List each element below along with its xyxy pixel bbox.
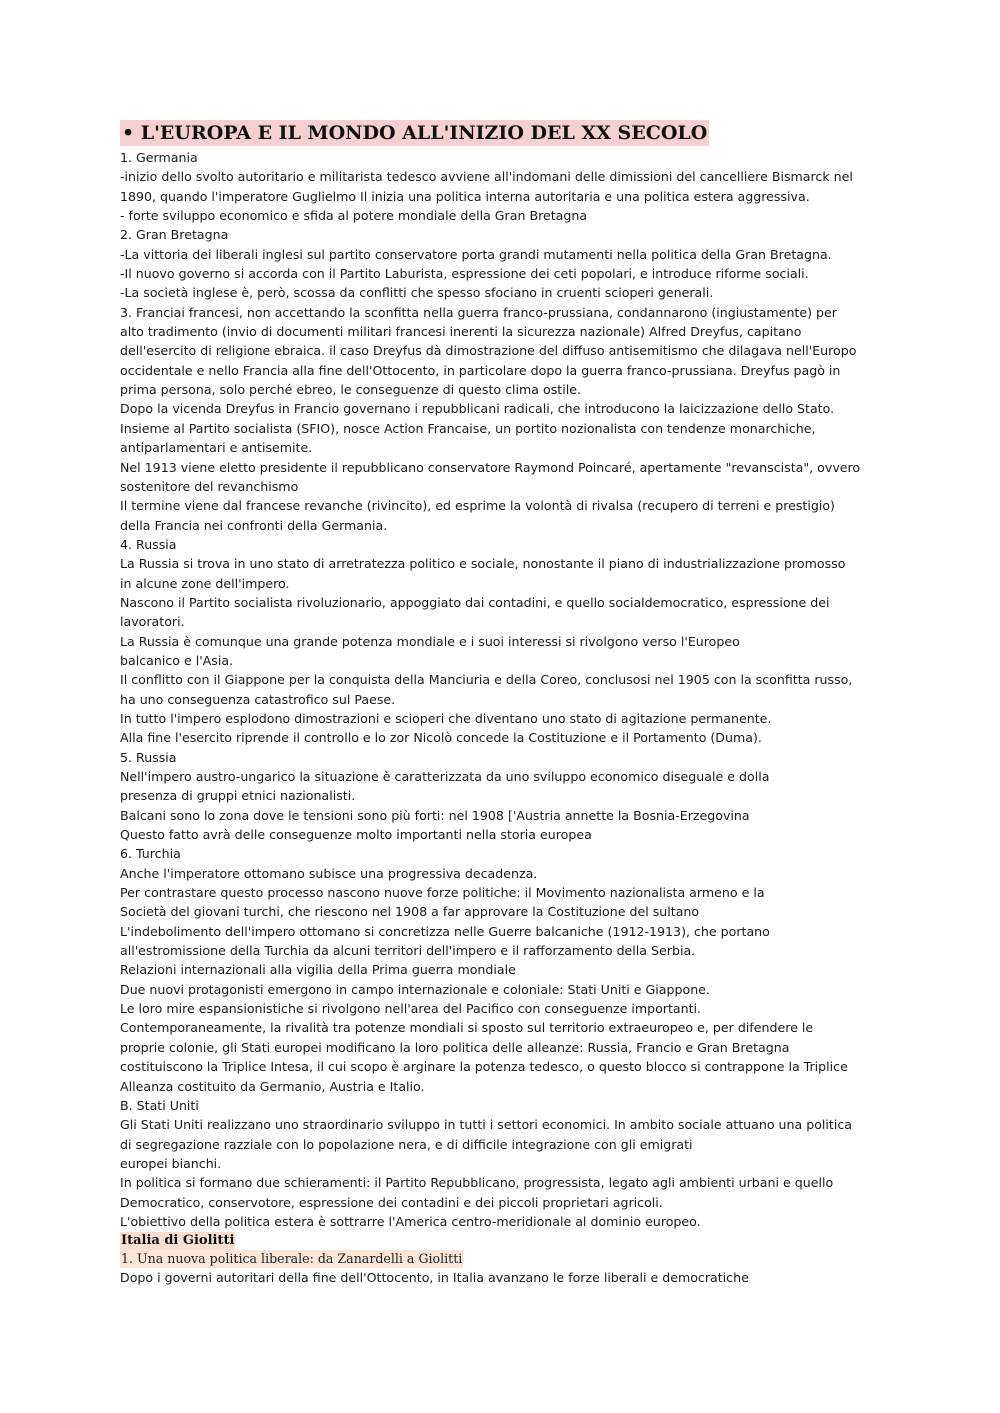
paragraph-line: occidentale e nello Francia alla fine dell'Ottocento, in particolare dopo la guerra franco-prussiana. Dreyfus pagò in xyxy=(120,362,841,378)
document-body xyxy=(120,148,890,1231)
paragraph-line: 1. Germania xyxy=(120,150,198,165)
subsection-heading: 1. Una nuova politica liberale: da Zanardelli a Giolitti xyxy=(121,1251,463,1267)
paragraph-line: Nascono il Partito socialista rivoluzionario, appoggiato dai contadini, e quello socialdemocratico, espressione dei xyxy=(120,594,830,610)
paragraph-line: della Francia nei confronti della Germania. xyxy=(120,517,388,533)
paragraph-line: Balcani sono lo zona dove le tensioni sono più forti: nel 1908 ['Austria annette la Bosnia-Erzegovina xyxy=(120,807,750,823)
paragraph-line: Relazioni internazionali alla vigilia della Prima guerra mondiale xyxy=(120,962,516,978)
paragraph-line: 5. Russia xyxy=(120,749,177,765)
paragraph-line: Il conflitto con il Giappone per la conquista della Manciuria e della Coreo, conclusosi nel 1905 con la sconfitta russo, xyxy=(120,672,853,688)
paragraph-line: In tutto l'impero esplodono dimostrazioni e scioperi che diventano uno stato di agitazione permanente. xyxy=(120,710,772,726)
paragraph-line: Per contrastare questo processo nascono nuove forze politiche: il Movimento nazionalista armeno e la xyxy=(120,885,765,901)
paragraph-line: proprie colonie, gli Stati europei modificano la loro politica delle alleanze: Russia, Francio e Gran Bretagna xyxy=(120,1039,790,1055)
section-heading: Italia di Giolitti xyxy=(121,1233,235,1249)
paragraph-line: Le loro mire espansionistiche si rivolgono nell'area del Pacifico con conseguenze importanti. xyxy=(120,1001,702,1017)
paragraph-line: 3. Franciai francesi, non accettando la sconfitta nella guerra franco-prussiana, condannarono (ingiustamente) per xyxy=(120,304,837,320)
paragraph-line: dell'esercito di religione ebraica. il caso Dreyfus dà dimostrazione del diffuso antisemitismo che dilagava nell'Europo xyxy=(120,343,857,359)
paragraph-line: -La società inglese è, però, scossa da conflitti che spesso sfociano in cruenti scioperi generali. xyxy=(120,285,714,301)
paragraph-line: L'indebolimento dell'impero ottomano si concretizza nelle Guerre balcaniche (1912-1913), che portano xyxy=(120,923,770,939)
document-page xyxy=(120,120,890,1288)
paragraph-line: alto tradimento (invio di documenti militari francesi inerenti la sicurezza nazionale) Alfred Dreyfus, capitano xyxy=(120,324,802,340)
paragraph-line: 2. Gran Bretagna xyxy=(120,227,229,243)
paragraph-line: Contemporaneamente, la rivalità tra potenze mondiali si sposto sul territorio extraeuropeo e, per difendere le xyxy=(120,1020,814,1036)
paragraph-line: -La vittoria dei liberali inglesi sul partito conservatore porta grandi mutamenti nella politica della Gran Bretagna. xyxy=(120,246,832,262)
paragraph-line: 6. Turchia xyxy=(120,846,181,862)
paragraph-line: di segregazione razziale con lo popolazione nera, e di difficile integrazione con gli emigrati xyxy=(120,1136,693,1152)
paragraph-line: Dopo la vicenda Dreyfus in Francio governano i repubblicani radicali, che introducono la laicizzazione dello Stato. xyxy=(120,401,835,417)
paragraph-line: Anche l'imperatore ottomano subisce una progressiva decadenza. xyxy=(120,865,538,881)
paragraph-line: L'obiettivo della politica estera è sottrarre l'America centro-meridionale al dominio europeo. xyxy=(120,1213,701,1229)
paragraph-line: La Russia è comunque una grande potenza mondiale e i suoi interessi si rivolgono verso l'Europeo xyxy=(120,633,740,649)
paragraph-line: antiparlamentari e antisemite. xyxy=(120,440,313,456)
paragraph-line: all'estromissione della Turchia da alcuni territori dell'impero e il rafforzamento della Serbia. xyxy=(120,943,696,959)
paragraph-line: in alcune zone dell'impero. xyxy=(120,575,290,591)
paragraph-line: balcanico e l'Asia. xyxy=(120,652,234,668)
paragraph-line: La Russia si trova in uno stato di arretratezza politico e sociale, nonostante il piano di industrializzazione promosso xyxy=(120,556,846,572)
paragraph-line: Questo fatto avrà delle conseguenze molto importanti nella storia europea xyxy=(120,827,592,843)
paragraph-line: sostenitore del revanchismo xyxy=(120,478,299,494)
paragraph-line: presenza di gruppi etnici nazionalisti. xyxy=(120,788,356,804)
paragraph-line: Alleanza costituito da Germanio, Austria e Italio. xyxy=(120,1078,425,1094)
paragraph-line: Insieme al Partito socialista (SFIO), nosce Action Francaise, un portito nozionalista con tendenze monarchiche, xyxy=(120,420,816,436)
paragraph-line: - forte sviluppo economico e sfida al potere mondiale della Gran Bretagna xyxy=(120,208,588,224)
paragraph-line: Nell'impero austro-ungarico la situazione è caratterizzata da uno sviluppo economico diseguale e dolla xyxy=(120,769,770,784)
paragraph-line: Dopo i governi autoritari della fine dell'Ottocento, in Italia avanzano le forze liberali e democratiche xyxy=(120,1270,749,1286)
paragraph-line: lavoratori. xyxy=(120,614,185,630)
paragraph-line: Il termine viene dal francese revanche (rivincito), ed esprime la volontà di rivalsa (recupero di terreni e prestigio) xyxy=(120,498,835,514)
paragraph-line: Nel 1913 viene eletto presidente il repubblicano conservatore Raymond Poincaré, apertamente "revanscista", ovvero xyxy=(120,459,861,475)
paragraph-line: europei bianchi. xyxy=(120,1155,222,1171)
paragraph-line: prima persona, solo perché ebreo, le conseguenze di questo clima ostile. xyxy=(120,382,581,398)
document-title: • L'EUROPA E IL MONDO ALL'INIZIO DEL XX SECOLO xyxy=(122,122,708,144)
paragraph-line: Gli Stati Uniti realizzano uno straordinario sviluppo in tutti i settori economici. In ambito sociale attuano una politica xyxy=(120,1117,853,1133)
paragraph-line: Democratico, conservotore, espressione dei contadini e dei piccoli proprietari agricoli. xyxy=(120,1194,663,1210)
paragraph-line: 4. Russia xyxy=(120,536,177,552)
paragraph-line: costituiscono la Triplice Intesa, il cui scopo è arginare la potenza tedesco, o questo blocco si contrappone la Triplice xyxy=(120,1059,848,1075)
paragraph-line: Alla fine l'esercito riprende il controllo e lo zor Nicolò concede la Costituzione e il Portamento (Duma). xyxy=(120,730,762,746)
paragraph-line: -Il nuovo governo si accorda con il Partito Laburista, espressione dei ceti popolari, e introduce riforme sociali. xyxy=(120,266,809,282)
paragraph-line: 1890, quando l'imperatore Guglielmo Il inizia una politica interna autoritaria e una politica estera aggressiva. xyxy=(120,188,810,204)
paragraph-line: Due nuovi protagonisti emergono in campo internazionale e coloniale: Stati Uniti e Giappone. xyxy=(120,981,710,997)
paragraph-line: ha uno conseguenza catastrofico sul Paese. xyxy=(120,691,396,707)
paragraph-line: B. Stati Uniti xyxy=(120,1097,199,1113)
paragraph-line: In politica si formano due schieramenti: il Partito Repubblicano, progressista, legato agli ambienti urbani e quello xyxy=(120,1175,834,1191)
paragraph-line: Società del giovani turchi, che riescono nel 1908 a far approvare la Costituzione del sultano xyxy=(120,904,700,920)
paragraph-line: -inizio dello svolto autoritario e militarista tedesco avviene all'indomani delle dimissioni del cancelliere Bismarck nel xyxy=(120,169,853,185)
